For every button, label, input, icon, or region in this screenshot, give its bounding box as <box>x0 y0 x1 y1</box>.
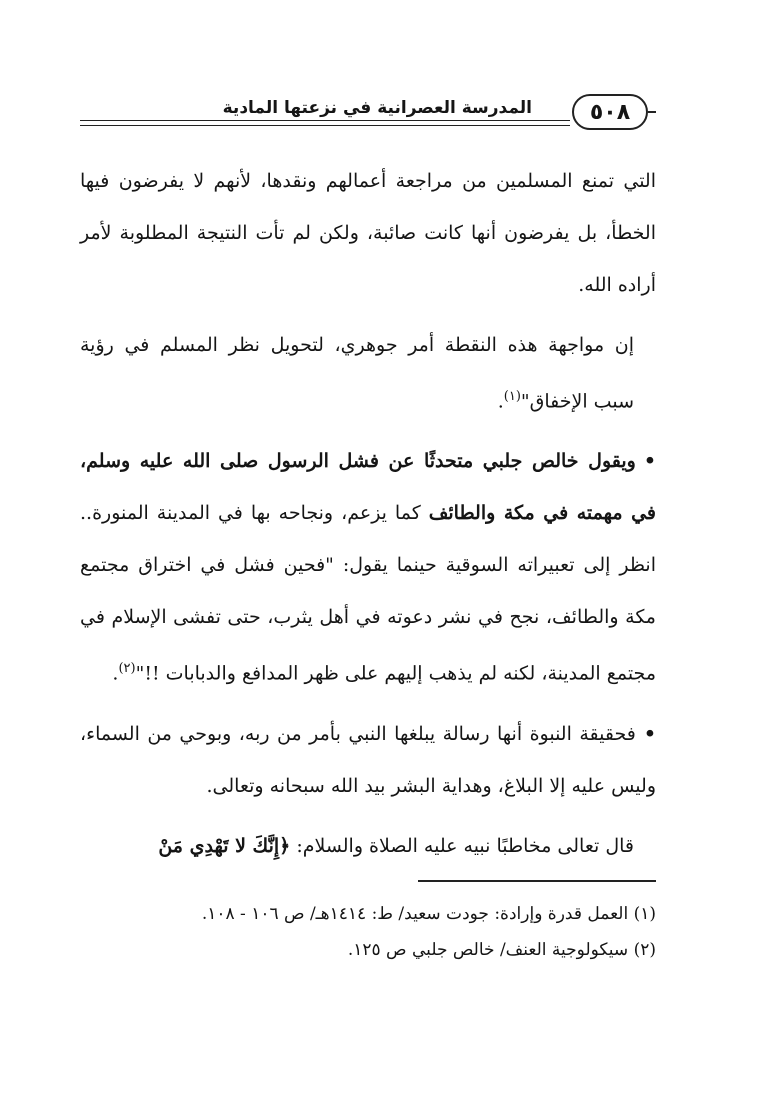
paragraph <box>80 820 656 872</box>
footnote-1: (١) العمل قدرة وإرادة: جودت سعيد/ ط: ١٤١٤هـ/ ص ١٠٦ - ١٠٨. <box>201 904 656 924</box>
bold-text: ﴿إِنَّكَ لا تَهْدِي مَنْ <box>158 834 291 857</box>
text-segment: . <box>497 390 504 413</box>
text-segment: قال تعالى مخاطبًا نبيه عليه الصلاة والسلام: <box>290 834 634 857</box>
page-number-badge <box>570 92 656 134</box>
paragraph <box>80 708 656 812</box>
text-segment: التي تمنع المسلمين من مراجعة أعمالهم ونقدها، لأنهم لا يفرضون فيها الخطأ، بل يفرضون أنها كانت صائبة، ولكن لم تأت النتيجة المطلوبة لأمر أراده الله. <box>80 170 656 296</box>
bold-text: ويقول خالص جلبي متحدثًا عن فشل الرسول صلى الله عليه وسلم، في مهمته في مكة والطائف <box>80 450 656 525</box>
bullet-marker: • <box>643 450 656 473</box>
footnote-2: (٢) سيكولوجية العنف/ خالص جلبي ص ١٢٥. <box>347 940 656 960</box>
text-segment: فحقيقة النبوة أنها رسالة يبلغها النبي بأمر من ربه، وبوحي من السماء، وليس عليه إلا البلاغ، وهداية البشر بيد الله سبحانه وتعالى. <box>80 722 656 797</box>
running-title: المدرسة العصرانية في نزعتها المادية <box>211 98 544 118</box>
footnote-ref[interactable]: (١) <box>503 389 521 404</box>
paragraph <box>80 319 656 427</box>
text-segment: كما يزعم، ونجاحه بها في المدينة المنورة.. انظر إلى تعبيراته السوقية حينما يقول: "فحين فشل في اختراق مجتمع مكة والطائف، نجح في نشر دعوته في أهل يثرب، حتى تفشى الإسلام في مجتمع المدينة، لكنه لم يذهب إليهم على ظهر المدافع والدبابات !!" <box>80 502 656 685</box>
badge-connector <box>648 111 656 113</box>
text-segment: إن مواجهة هذه النقطة أمر جوهري، لتحويل نظر المسلم في رؤية سبب الإخفاق" <box>80 334 634 413</box>
footnote-separator <box>418 880 656 882</box>
page-number: ٥٠٨ <box>572 94 648 130</box>
paragraph <box>80 435 656 699</box>
page-header <box>80 92 656 142</box>
body-text <box>80 155 656 872</box>
bullet-marker: • <box>643 722 656 745</box>
header-left-rule <box>80 114 124 128</box>
footnotes <box>80 896 656 968</box>
text-segment: . <box>112 662 119 685</box>
paragraph <box>80 155 656 311</box>
footnote-ref[interactable]: (٢) <box>118 661 136 677</box>
